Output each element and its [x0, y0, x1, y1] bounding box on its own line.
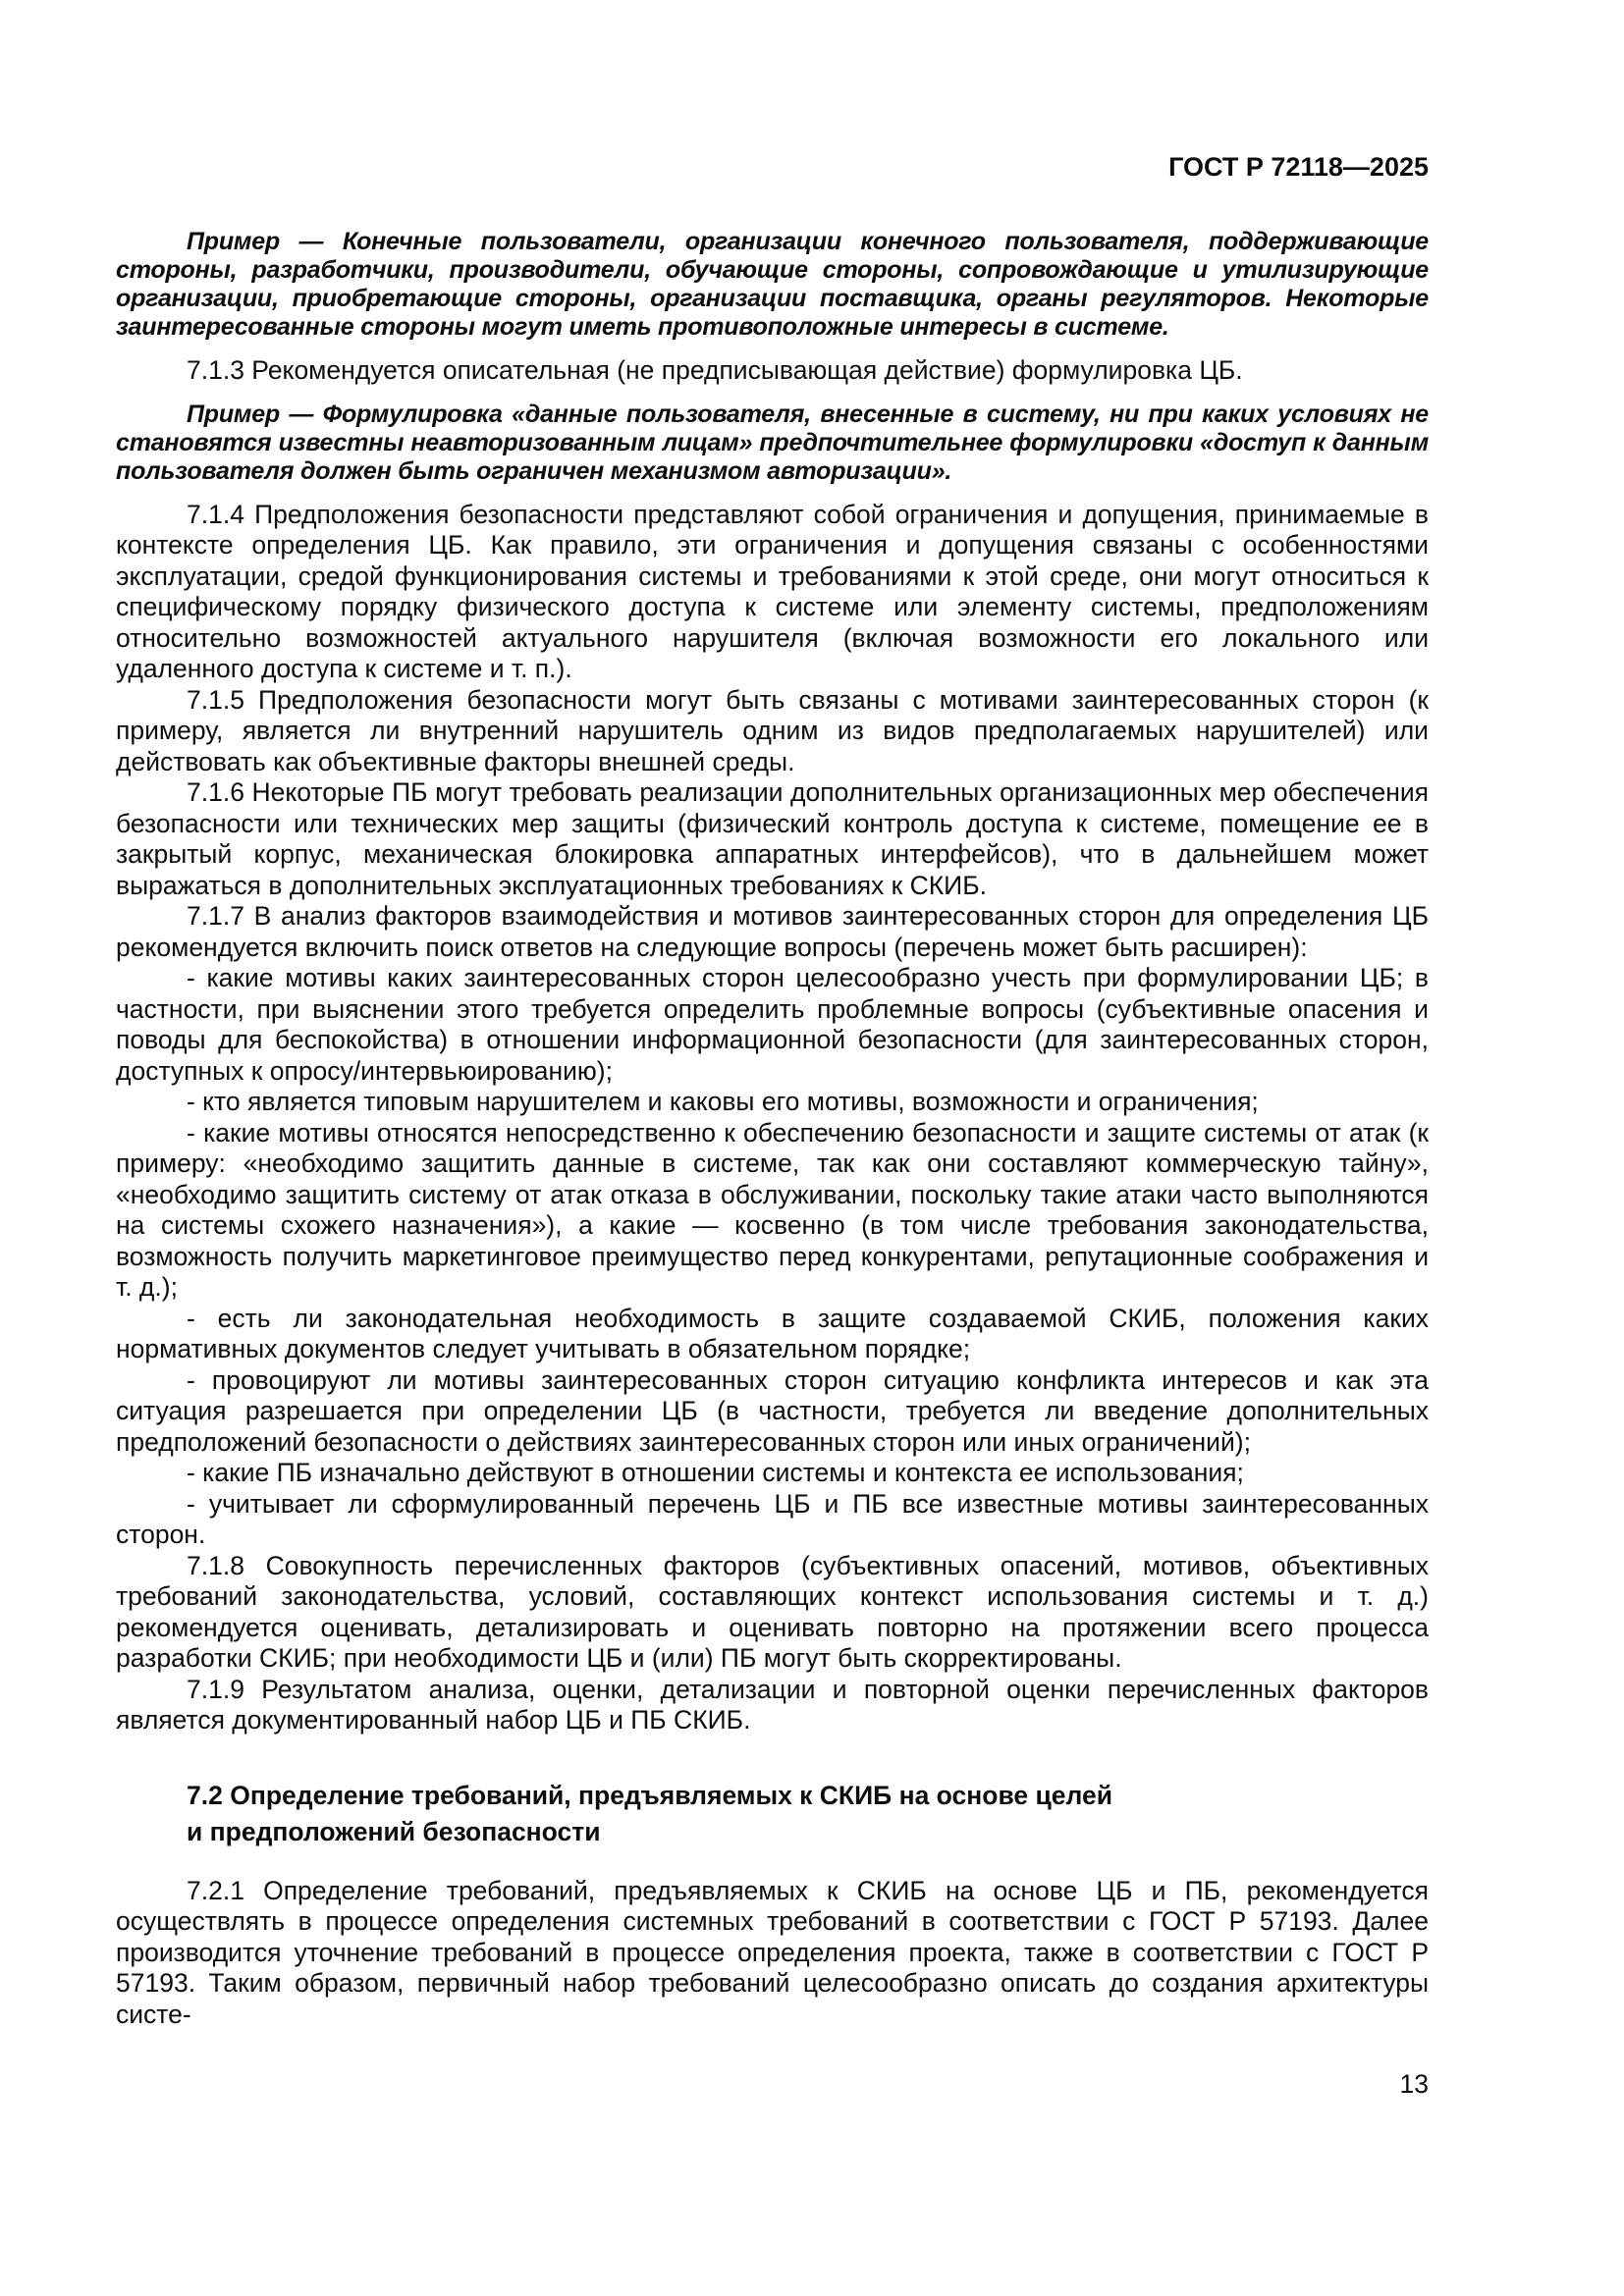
paragraph-7-1-9: 7.1.9 Результатом анализа, оценки, детализации и повторной оценки перечисленных факторов является документированный набор ЦБ и ПБ СКИБ.: [116, 1674, 1429, 1735]
page-number: 13: [1399, 2069, 1429, 2099]
list-item: - провоцируют ли мотивы заинтересованных сторон ситуацию конфликта интересов и как эта ситуация разрешается при определении ЦБ (в частности, требуется ли введение дополнительных предположений безопасности о действиях заинтересованных сторон или иных ограничений);: [116, 1364, 1429, 1457]
paragraph-7-1-7: 7.1.7 В анализ факторов взаимодействия и мотивов заинтересованных сторон для определения ЦБ рекомендуется включить поиск ответов на следующие вопросы (перечень может быть расширен):: [116, 901, 1429, 962]
document-header: [116, 152, 1429, 183]
section-heading-line-1: 7.2 Определение требований, предъявляемых к СКИБ на основе целей: [187, 1780, 1113, 1810]
example-paragraph-1: Пример — Конечные пользователи, организации конечного пользователя, поддерживающие стороны, разработчики, производители, обучающие стороны, сопровождающие и утилизирующие организации, приобретающие стороны, организации поставщика, органы регуляторов. Некоторые заинтересованные стороны могут иметь противоположные интересы в системе.: [116, 228, 1429, 341]
list-item: - какие мотивы относятся непосредственно к обеспечению безопасности и защите системы от атак (к примеру: «необходимо защитить данные в системе, так как они составляют коммерческую тайну», «необходимо защитить систему от атак отказа в обслуживании, поскольку такие атаки часто выполняются на системы схожего назначения»), а какие — косвенно (в том числе требования законодательства, возможность получить маркетинговое преимущество перед конкурентами, репутационные соображения и т. д.);: [116, 1117, 1429, 1302]
section-heading-7-2: [116, 1778, 1429, 1850]
paragraph-7-1-6: 7.1.6 Некоторые ПБ могут требовать реализации дополнительных организационных мер обеспечения безопасности или технических мер защиты (физический контроль доступа к системе, помещение ее в закрытый корпус, механическая блокировка аппаратных интерфейсов), что в дальнейшем может выражаться в дополнительных эксплуатационных требованиях к СКИБ.: [116, 777, 1429, 900]
paragraph-7-1-4: 7.1.4 Предположения безопасности представляют собой ограничения и допущения, принимаемые в контексте определения ЦБ. Как правило, эти ограничения и допущения связаны с особенностями эксплуатации, средой функционирования системы и требованиями к этой среде, они могут относиться к специфическому порядку физического доступа к системе или элементу системы, предположениям относительно возможностей актуального нарушителя (включая возможности его локального или удаленного доступа к системе и т. п.).: [116, 499, 1429, 683]
paragraph-7-1-3: 7.1.3 Рекомендуется описательная (не предписывающая действие) формулировка ЦБ.: [187, 355, 1243, 385]
list-item: - есть ли законодательная необходимость в защите создаваемой СКИБ, положения каких нормативных документов следует учитывать в обязательном порядке;: [116, 1303, 1429, 1363]
section-heading-line-2: и предположений безопасности: [187, 1816, 601, 1846]
paragraph-7-1-5: 7.1.5 Предположения безопасности могут быть связаны с мотивами заинтересованных сторон (к примеру, является ли внутренний нарушитель одним из видов предполагаемых нарушителей) или действовать как объективные факторы внешней среды.: [116, 684, 1429, 776]
document-body: [116, 228, 1429, 2030]
paragraph-7-2-1: 7.2.1 Определение требований, предъявляемых к СКИБ на основе ЦБ и ПБ, рекомендуется осуществлять в процессе определения системных требований в соответствии с ГОСТ Р 57193. Далее производится уточнение требований в процессе определения проекта, также в соответствии с ГОСТ Р 57193. Таким образом, первичный набор требований целесообразно описать до создания архитектуры систе-: [116, 1875, 1429, 2029]
list-item: - какие мотивы каких заинтересованных сторон целесообразно учесть при формулировании ЦБ; в частности, при выяснении этого требуется определить проблемные вопросы (субъективные опасения и поводы для беспокойства) в отношении информационной безопасности (для заинтересованных сторон, доступных к опросу/интервьюированию);: [116, 963, 1429, 1086]
list-item: - учитывает ли сформулированный перечень ЦБ и ПБ все известные мотивы заинтересованных сторон.: [116, 1488, 1429, 1549]
list-item: - какие ПБ изначально действуют в отношении системы и контекста ее использования;: [187, 1458, 1244, 1487]
list-item: - кто является типовым нарушителем и каковы его мотивы, возможности и ограничения;: [187, 1087, 1259, 1116]
standard-number: ГОСТ Р 72118—2025: [1168, 152, 1429, 182]
example-paragraph-2: Пример — Формулировка «данные пользователя, внесенные в систему, ни при каких условиях не становятся известны неавторизованным лицам» предпочтительнее формулировки «доступ к данным пользователя должен быть ограничен механизмом авторизации».: [116, 400, 1429, 485]
paragraph-7-1-8: 7.1.8 Совокупность перечисленных факторов (субъективных опасений, мотивов, объективных требований законодательства, условий, составляющих контекст использования системы и т. д.) рекомендуется оценивать, детализировать и оценивать повторно на протяжении всего процесса разработки СКИБ; при необходимости ЦБ и (или) ПБ могут быть скорректированы.: [116, 1550, 1429, 1673]
